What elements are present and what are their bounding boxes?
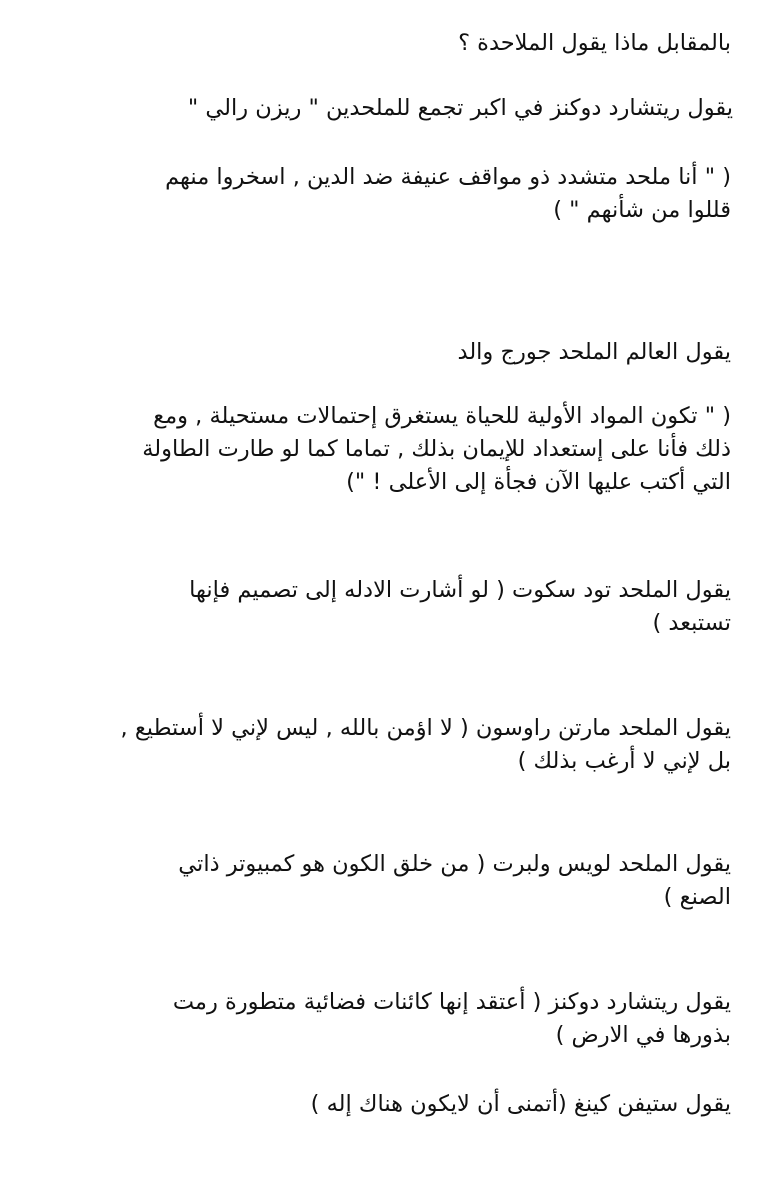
- text-line: يقول الملحد لويس ولبرت ( من خلق الكون هو كمبيوتر ذاتي: [178, 851, 731, 877]
- paragraph-dawkins-aliens: [50, 986, 731, 1052]
- text-line: يقول ريتشارد دوكنز ( أعتقد إنها كائنات فضائية متطورة رمت: [172, 989, 731, 1015]
- paragraph-todd-scott: [50, 574, 731, 640]
- paragraph-intro-question: [50, 27, 731, 60]
- text-line: ( " أنا ملحد متشدد ذو مواقف عنيفة ضد الدين , اسخروا منهم: [165, 164, 731, 190]
- paragraph-dawkins-rally: [50, 92, 733, 125]
- paragraph-lewis-wolpert: [50, 848, 731, 914]
- paragraph-martin-rowson: [50, 712, 731, 778]
- text-line: تستبعد ): [652, 610, 731, 636]
- text-line: يقول ستيفن كينغ (أتمنى أن لايكون هناك إله ): [310, 1091, 731, 1117]
- paragraph-wald-quote: [50, 400, 731, 499]
- text-line: الصنع ): [663, 884, 731, 910]
- text-line: يقول الملحد تود سكوت ( لو أشارت الادله إلى تصميم فإنها: [189, 577, 731, 603]
- text-line: قللوا من شأنهم " ): [553, 197, 731, 223]
- paragraph-dawkins-quote: [50, 161, 731, 227]
- text-line: بالمقابل ماذا يقول الملاحدة ؟: [458, 30, 731, 56]
- text-line: يقول الملحد مارتن راوسون ( لا اؤمن بالله , ليس لإني لا أستطيع ,: [120, 715, 731, 741]
- text-line: يقول العالم الملحد جورج والد: [457, 339, 731, 365]
- paragraph-stephen-king: [50, 1088, 731, 1121]
- text-line: بل لإني لا أرغب بذلك ): [517, 748, 731, 774]
- text-line: التي أكتب عليها الآن فجأة إلى الأعلى ! "): [346, 469, 731, 495]
- paragraph-george-wald: [50, 336, 731, 369]
- text-line: بذورها في الارض ): [555, 1022, 731, 1048]
- text-line: يقول ريتشارد دوكنز في اكبر تجمع للملحدين " ريزن رالي ": [187, 95, 733, 121]
- text-line: ذلك فأنا على إستعداد للإيمان بذلك , تماما كما لو طارت الطاولة: [142, 436, 731, 462]
- text-line: ( " تكون المواد الأولية للحياة يستغرق إحتمالات مستحيلة , ومع: [153, 403, 731, 429]
